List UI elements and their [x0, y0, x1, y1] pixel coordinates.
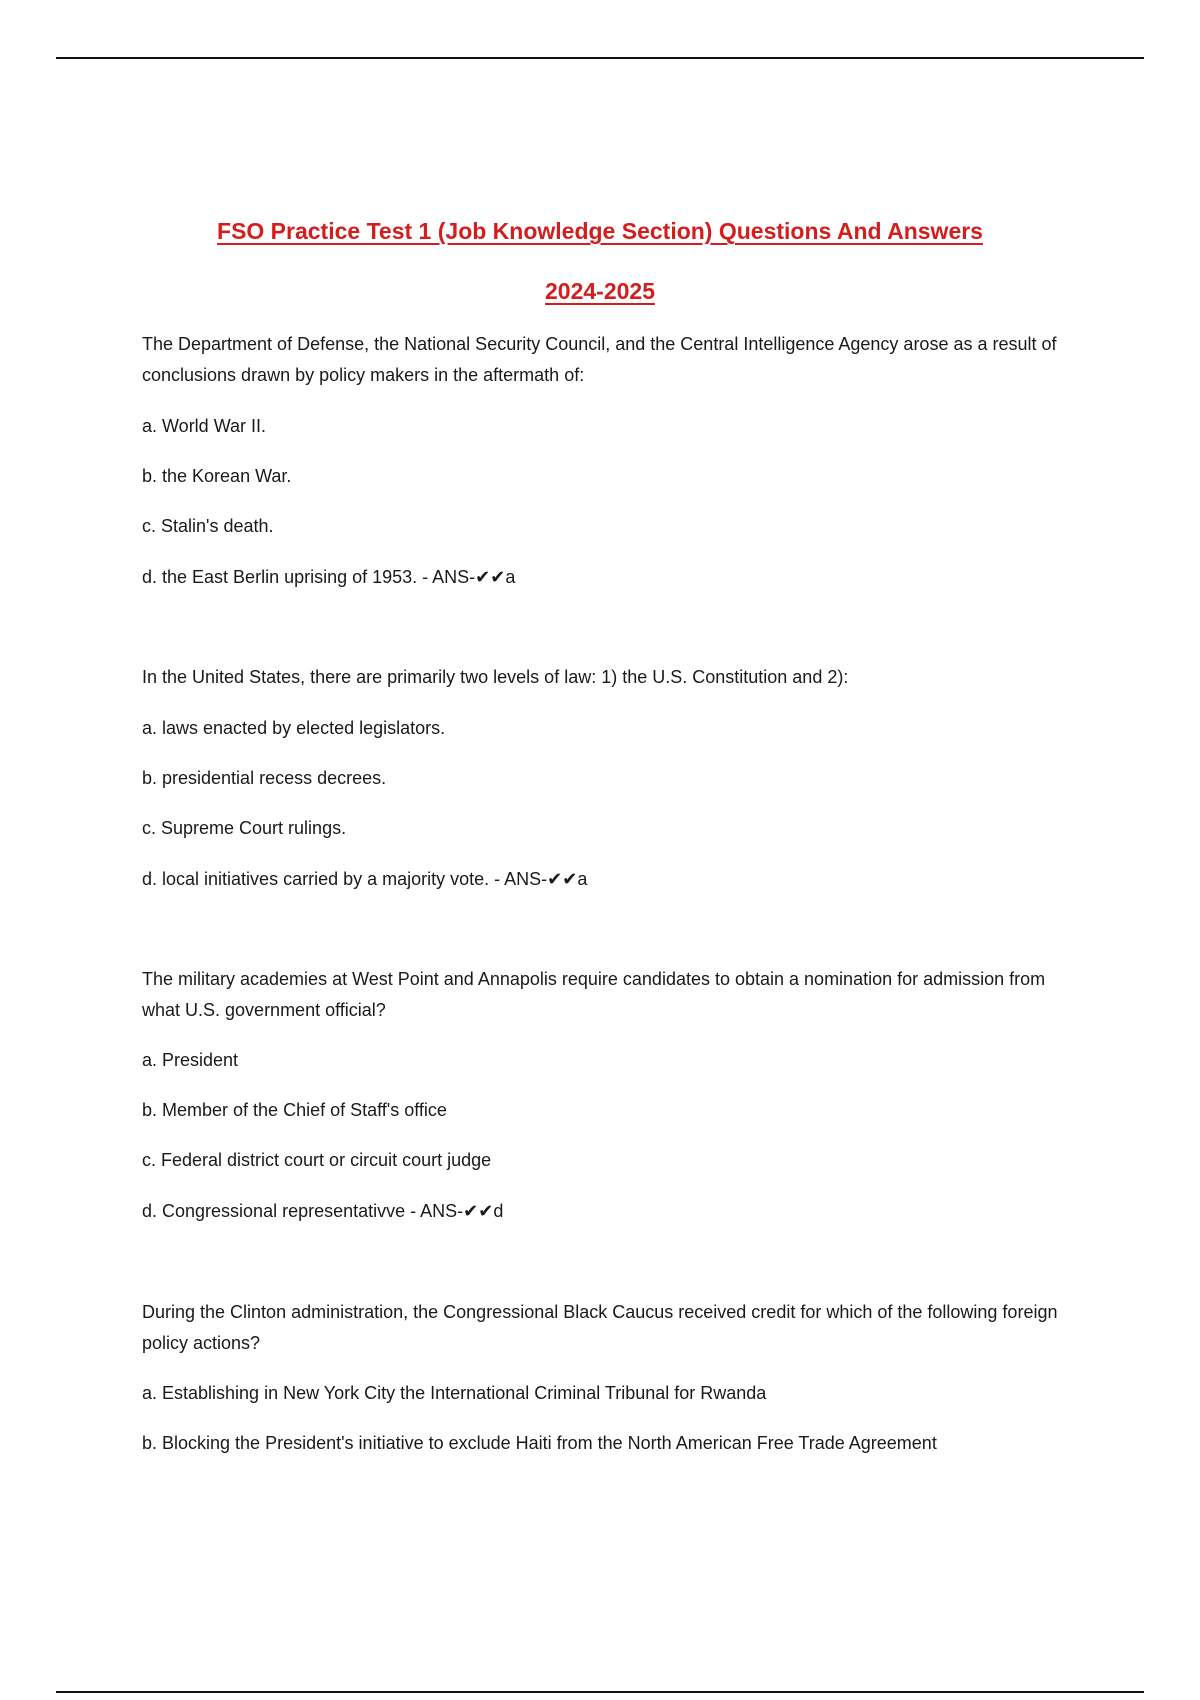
question-2-option-b: b. presidential recess decrees. — [142, 768, 387, 788]
document-subtitle-year: 2024-2025 — [545, 278, 655, 304]
document-title: FSO Practice Test 1 (Job Knowledge Section) Questions And Answers — [217, 218, 983, 244]
question-1-option-c: c. Stalin's death. — [142, 516, 274, 536]
question-3-option-a: a. President — [142, 1050, 239, 1070]
question-3-option-c: c. Federal district court or circuit court judge — [142, 1150, 492, 1170]
question-2-option-a: a. laws enacted by elected legislators. — [142, 718, 446, 738]
question-2-option-c: c. Supreme Court rulings. — [142, 818, 347, 838]
question-1-option-b: b. the Korean War. — [142, 466, 292, 486]
question-1-text: The Department of Defense, the National Security Council, and the Central Intelligence Agency arose as a result of conclusions drawn by policy makers in the aftermath of: — [142, 334, 1057, 385]
question-3-text: The military academies at West Point and Annapolis require candidates to obtain a nomination for admission from what U.S. government official? — [142, 969, 1046, 1020]
question-1-option-a: a. World War II. — [142, 416, 267, 436]
question-2-text: In the United States, there are primarily two levels of law: 1) the U.S. Constitution and 2): — [142, 667, 849, 687]
question-4-option-a: a. Establishing in New York City the International Criminal Tribunal for Rwanda — [142, 1383, 767, 1403]
question-2-option-d-answer: d. local initiatives carried by a majority vote. - ANS-✔✔a — [142, 869, 588, 889]
top-rule — [56, 57, 1144, 59]
question-3-option-d-answer: d. Congressional representativve - ANS-✔✔d — [142, 1201, 504, 1221]
bottom-rule — [56, 1691, 1144, 1693]
question-4-option-b: b. Blocking the President's initiative to exclude Haiti from the North American Free Trade Agreement — [142, 1433, 937, 1453]
question-3-option-b: b. Member of the Chief of Staff's office — [142, 1100, 447, 1120]
question-4-text: During the Clinton administration, the Congressional Black Caucus received credit for which of the following foreign policy actions? — [142, 1302, 1058, 1353]
question-1-option-d-answer: d. the East Berlin uprising of 1953. - ANS-✔✔a — [142, 567, 516, 587]
